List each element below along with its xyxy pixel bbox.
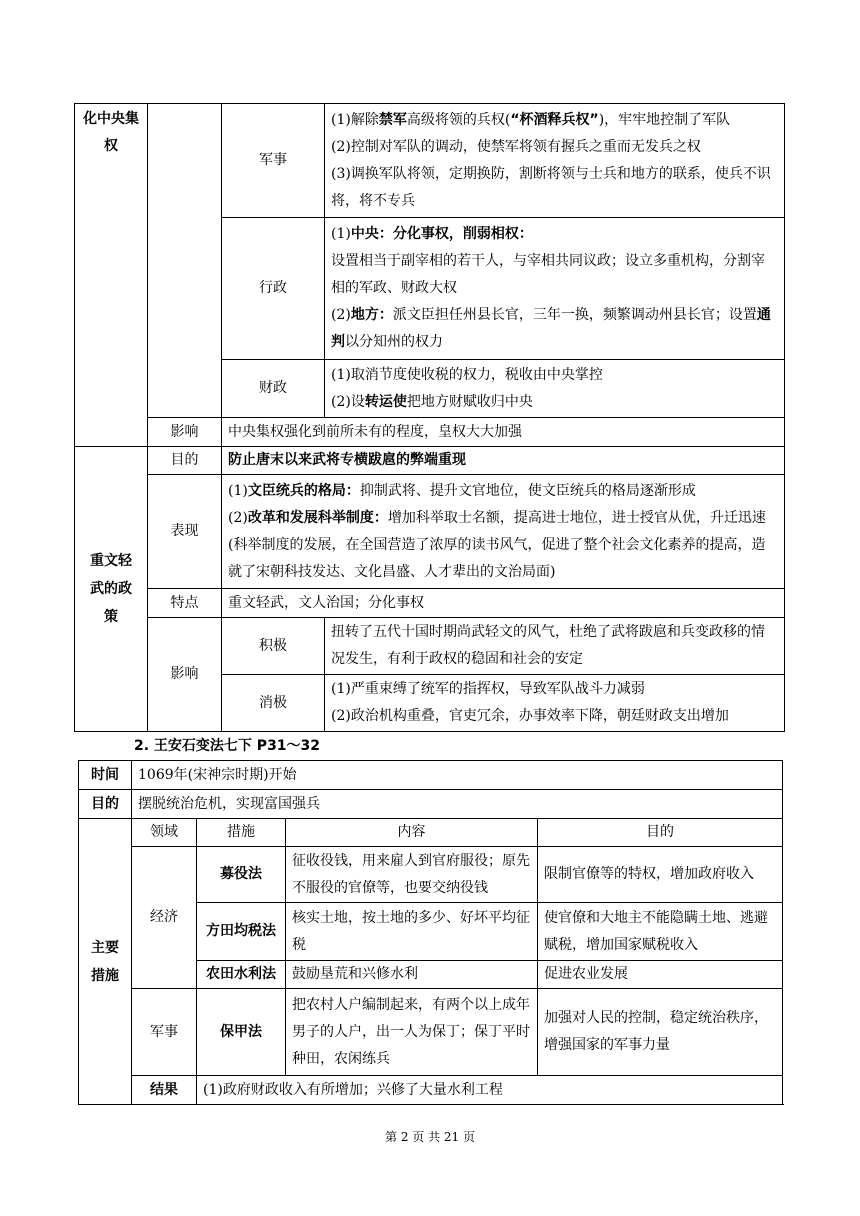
section-heading: 2. 王安石变法七下 P31～32 <box>134 738 321 754</box>
header-purpose: 目的 <box>538 819 783 847</box>
header-measure: 措施 <box>197 819 286 847</box>
measure-name: 农田水利法 <box>197 961 286 989</box>
measure-purpose: 限制官僚等的特权，增加政府收入 <box>538 847 783 903</box>
goal-label: 目的 <box>79 790 132 819</box>
measure-name: 方田均税法 <box>197 903 286 961</box>
manifestation-label: 表现 <box>148 475 222 589</box>
time-text: 1069年(宋神宗时期)开始 <box>132 761 783 790</box>
measure-purpose: 使官僚和大地主不能隐瞒土地、逃避赋税，增加国家赋税收入 <box>538 903 783 961</box>
measure-content: 征收役钱，用来雇人到官府服役；原先不服役的官僚等，也要交纳役钱 <box>286 847 538 903</box>
influence1-text: 中央集权强化到前所未有的程度，皇权大大加强 <box>222 418 785 447</box>
section-label-civil-over-military: 重文轻武的政策 <box>75 447 148 732</box>
main-measures-label: 主要措施 <box>79 819 132 1105</box>
centralization-table <box>74 103 785 732</box>
goal-text: 摆脱统治危机，实现富国强兵 <box>132 790 783 819</box>
economy-label: 经济 <box>132 847 197 989</box>
admin-content: (1)中央：分化事权，削弱相权： 设置相当于副宰相的若干人，与宰相共同议政；设立多重机构，分割宰相的军政、财政大权 (2)地方：派文臣担任州县长官，三年一换，频繁调动州县长官；设置通判以分知州的权力 <box>325 218 785 360</box>
page-footer: 第 2 页 共 21 页 <box>385 1130 475 1144</box>
military-content <box>325 104 785 218</box>
feature-text: 重文轻武，文人治国；分化事权 <box>222 589 785 618</box>
header-content: 内容 <box>286 819 538 847</box>
wang-anshi-reform-table <box>78 760 783 1105</box>
result-label: 结果 <box>132 1076 197 1105</box>
measure-name: 保甲法 <box>197 989 286 1076</box>
military-line-1: (1)解除禁军高级将领的兵权(“杯酒释兵权”)，牢牢地控制了军队 <box>331 111 731 128</box>
positive-label: 积极 <box>222 618 325 675</box>
manifestation-content: (1)文臣统兵的格局：抑制武将、提升文官地位，使文臣统兵的格局逐渐形成 (2)改革和发展科举制度：增加科举取士名额，提高进士地位，进士授官从优，升迁迅速(科举制度的发展，在全国营造了浓厚的读书风气，促进了整个社会文化素养的提高，造就了宋朝科技发达、文化昌盛、人才辈出的文治局面) <box>222 475 785 589</box>
measure-content: 核实土地，按土地的多少、好坏平均征税 <box>286 903 538 961</box>
blank-cell <box>148 104 222 418</box>
admin-label: 行政 <box>222 218 325 360</box>
feature-label: 特点 <box>148 589 222 618</box>
result-text: (1)政府财政收入有所增加；兴修了大量水利工程 <box>197 1076 783 1105</box>
time-label: 时间 <box>79 761 132 790</box>
negative-label: 消极 <box>222 675 325 732</box>
military-line-2: (2)控制对军队的调动，使禁军将领有握兵之重而无发兵之权 <box>331 138 701 155</box>
measure-name: 募役法 <box>197 847 286 903</box>
influence1-label: 影响 <box>148 418 222 447</box>
measure-purpose: 加强对人民的控制，稳定统治秩序，增强国家的军事力量 <box>538 989 783 1076</box>
purpose-text: 防止唐末以来武将专横跋扈的弊端重现 <box>222 447 785 475</box>
military-label: 军事 <box>222 104 325 218</box>
negative-content: (1)严重束缚了统军的指挥权，导致军队战斗力减弱 (2)政治机构重叠，官吏冗余，办事效率下降，朝廷财政支出增加 <box>325 675 785 732</box>
finance-label: 财政 <box>222 360 325 418</box>
finance-content: (1)取消节度使收税的权力，税收由中央掌控 (2)设转运使把地方财赋收归中央 <box>325 360 785 418</box>
section-label-centralization: 化中央集权 <box>75 104 148 447</box>
positive-text: 扭转了五代十国时期尚武轻文的风气，杜绝了武将跋扈和兵变政移的情况发生，有利于政权的稳固和社会的安定 <box>325 618 785 675</box>
military-line-3: (3)调换军队将领，定期换防，割断将领与士兵和地方的联系，使兵不识将，将不专兵 <box>331 165 771 209</box>
measure-purpose: 促进农业发展 <box>538 961 783 989</box>
influence2-label: 影响 <box>148 618 222 732</box>
military-field-label: 军事 <box>132 989 197 1076</box>
header-field: 领域 <box>132 819 197 847</box>
purpose-label: 目的 <box>148 447 222 475</box>
measure-content: 把农村人户编制起来，有两个以上成年男子的人户，出一人为保丁；保丁平时种田，农闲练兵 <box>286 989 538 1076</box>
measure-content: 鼓励垦荒和兴修水利 <box>286 961 538 989</box>
